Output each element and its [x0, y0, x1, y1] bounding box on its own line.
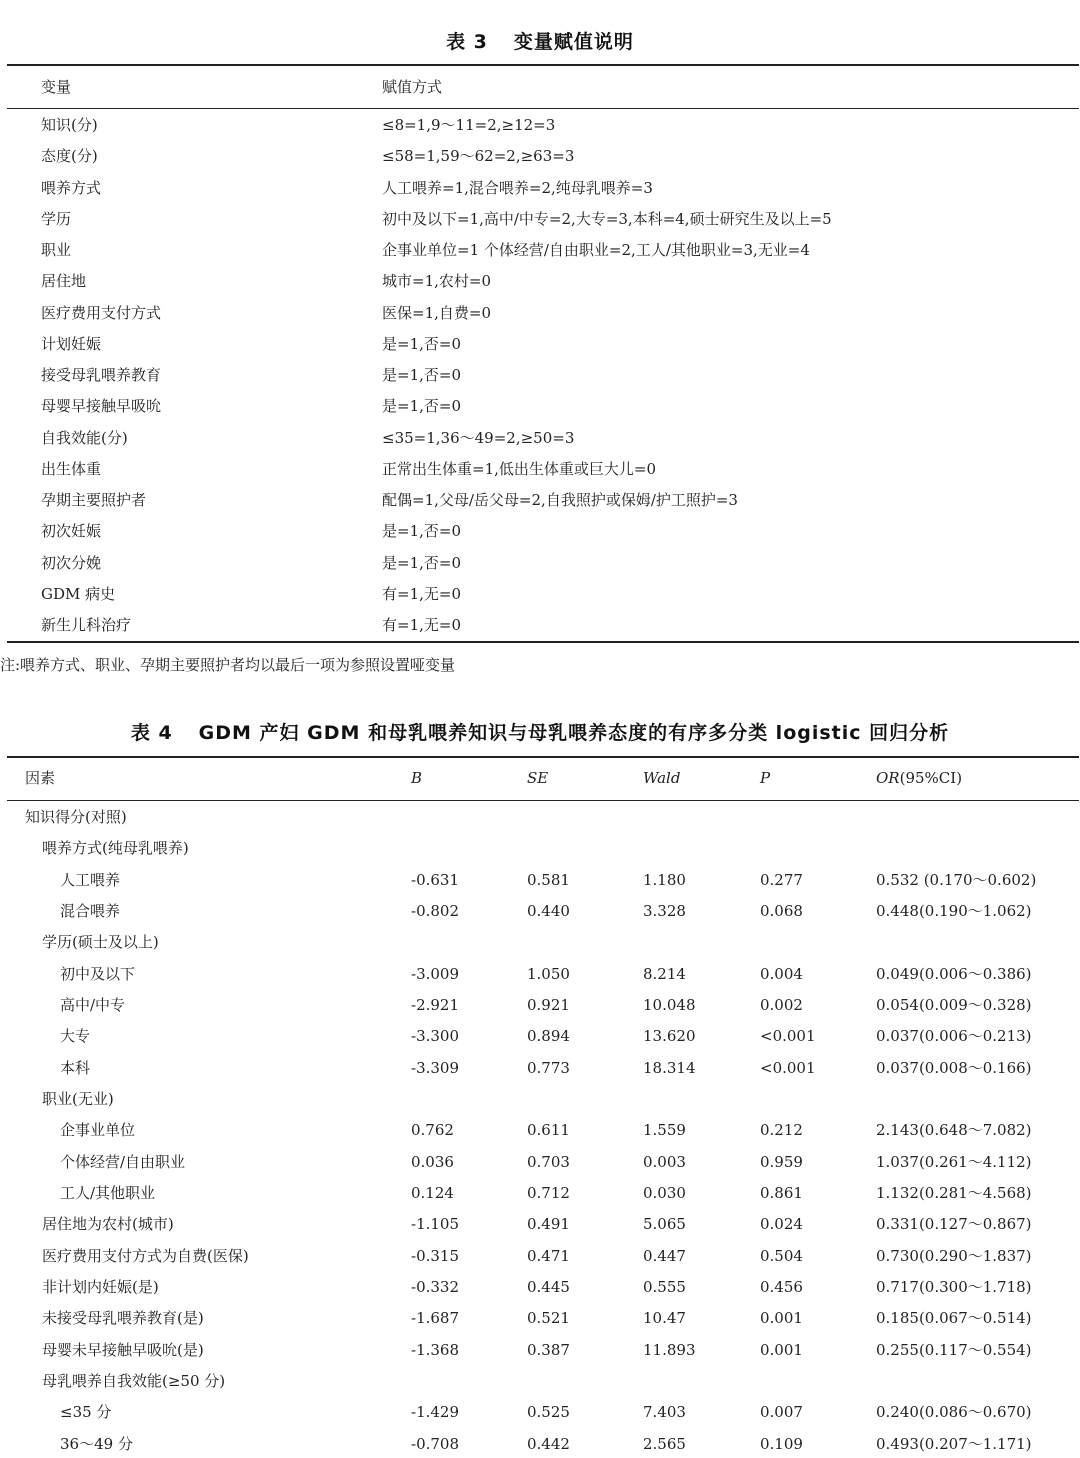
table4-cell-wald: 10.47 — [643, 1309, 686, 1328]
table4-cell-se: 0.491 — [527, 1215, 570, 1234]
table3-cell-variable: 母婴早接触早吸吮 — [41, 397, 162, 416]
table4-cell-factor: 非计划内妊娠(是) — [42, 1277, 159, 1296]
table3-cell-assignment: 初中及以下=1,高中/中专=2,大专=3,本科=4,硕士研究生及以上=5 — [382, 209, 832, 228]
table4-row — [0, 1179, 1080, 1207]
table4-cell-wald: 2.565 — [643, 1434, 686, 1453]
table4-row — [0, 991, 1080, 1019]
table3-row — [0, 205, 1080, 233]
table3-cell-variable: 初次妊娠 — [41, 522, 102, 541]
table4-header-se: SE — [527, 769, 549, 787]
table3-cell-assignment: ≤58=1,59～62=2,≥63=3 — [382, 147, 575, 166]
table4-cell-p: 0.007 — [760, 1403, 803, 1422]
table4-row — [0, 1304, 1080, 1332]
table4-cell-b: -1.687 — [411, 1309, 460, 1328]
table4-row — [0, 1367, 1080, 1395]
table4-cell-factor: 医疗费用支付方式为自费(医保) — [42, 1246, 249, 1265]
table4-cell-se: 0.445 — [527, 1277, 570, 1296]
table4-cell-factor: 母乳喂养自我效能(≥50 分) — [42, 1371, 226, 1390]
table4-cell-wald: 13.620 — [643, 1027, 696, 1046]
table4-cell-wald: 1.559 — [643, 1121, 686, 1140]
table4-row — [0, 960, 1080, 988]
table4-cell-wald: 11.893 — [643, 1340, 696, 1359]
table4-cell-factor: 混合喂养 — [60, 901, 121, 920]
table4-row — [0, 1336, 1080, 1364]
table4-cell-factor: 喂养方式(纯母乳喂养) — [42, 839, 189, 858]
table4-cell-factor: 工人/其他职业 — [60, 1183, 156, 1202]
table4-row — [0, 866, 1080, 894]
table4-header-b: B — [411, 769, 423, 787]
table4-cell-factor: 母婴未早接触早吸吮(是) — [42, 1340, 204, 1359]
table3-cell-variable: 初次分娩 — [41, 553, 102, 572]
table4-row — [0, 803, 1080, 831]
table3-row — [0, 361, 1080, 389]
table4-cell-b: -0.631 — [411, 870, 460, 889]
table4-row — [0, 1022, 1080, 1050]
table4-row — [0, 1398, 1080, 1426]
table4-cell-or: 0.054(0.009～0.328) — [876, 995, 1032, 1014]
table4-cell-wald: 18.314 — [643, 1058, 696, 1077]
table4-cell-se: 0.387 — [527, 1340, 570, 1359]
table4-cell-wald: 7.403 — [643, 1403, 686, 1422]
table4-cell-p: 0.068 — [760, 901, 803, 920]
table3-row — [0, 142, 1080, 170]
table3-cell-variable: 知识(分) — [41, 116, 98, 134]
table3-cell-variable: 自我效能(分) — [41, 428, 128, 447]
table4-row — [0, 928, 1080, 956]
table4-cell-factor: 高中/中专 — [60, 995, 126, 1014]
table3-header-rule — [7, 108, 1079, 109]
table3-cell-variable: 态度(分) — [41, 147, 98, 166]
table4-row — [0, 1273, 1080, 1301]
table4-cell-factor: ≤35 分 — [60, 1403, 112, 1422]
table4-cell-b: -1.105 — [411, 1215, 460, 1234]
table3-cell-variable: 居住地 — [41, 272, 87, 291]
table4-cell-p: 0.001 — [760, 1340, 803, 1359]
table3-cell-assignment: 企事业单位=1 个体经营/自由职业=2,工人/其他职业=3,无业=4 — [382, 241, 810, 259]
table4-cell-or: 1.037(0.261～4.112) — [876, 1152, 1032, 1171]
table4-cell-wald: 3.328 — [643, 901, 686, 920]
table4-row — [0, 1054, 1080, 1082]
table4-cell-b: -0.332 — [411, 1277, 460, 1296]
table3-cell-assignment: 有=1,无=0 — [382, 616, 461, 634]
table3-row — [0, 549, 1080, 577]
table3-bottom-rule — [7, 641, 1079, 643]
table4-cell-se: 0.442 — [527, 1434, 570, 1453]
table4-row — [0, 1430, 1080, 1458]
table3-cell-assignment: 是=1,否=0 — [382, 334, 461, 353]
table4-top-rule — [7, 756, 1079, 758]
table3-row — [0, 517, 1080, 545]
table4-header-factor: 因素 — [25, 769, 56, 787]
table3-cell-assignment: ≤35=1,36～49=2,≥50=3 — [382, 428, 575, 447]
table4-cell-factor: 知识得分(对照) — [25, 808, 127, 826]
table4-cell-p: 0.001 — [760, 1309, 803, 1328]
table4-row — [0, 834, 1080, 862]
table4-cell-p: 0.456 — [760, 1277, 803, 1296]
table4-cell-or: 0.037(0.006～0.213) — [876, 1027, 1032, 1046]
table4-cell-wald: 0.447 — [643, 1246, 686, 1265]
table4-cell-se: 0.525 — [527, 1403, 570, 1422]
table4-cell-factor: 人工喂养 — [60, 870, 121, 889]
table4-cell-wald: 8.214 — [643, 964, 686, 983]
table3-cell-assignment: ≤8=1,9～11=2,≥12=3 — [382, 116, 556, 134]
table4-cell-se: 0.611 — [527, 1121, 570, 1140]
table4-header-p: P — [760, 769, 771, 787]
table4-cell-p: <0.001 — [760, 1027, 816, 1046]
table4-header-or: OR(95%CI) — [876, 769, 963, 787]
table4-cell-wald: 0.030 — [643, 1183, 686, 1202]
table4-cell-se: 0.440 — [527, 901, 570, 920]
table3-row — [0, 611, 1080, 639]
table4-cell-b: 0.036 — [411, 1152, 454, 1171]
table3-cell-assignment: 是=1,否=0 — [382, 397, 461, 416]
table4-cell-wald: 0.003 — [643, 1152, 686, 1171]
table4-cell-factor: 未接受母乳喂养教育(是) — [42, 1309, 204, 1328]
table4-cell-b: -3.300 — [411, 1027, 460, 1046]
table4-cell-wald: 5.065 — [643, 1215, 686, 1234]
table4-cell-b: -0.802 — [411, 901, 460, 920]
table4-caption-title: GDM 产妇 GDM 和母乳喂养知识与母乳喂养态度的有序多分类 logistic 回归分析 — [198, 722, 950, 744]
table4-cell-or: 0.049(0.006～0.386) — [876, 964, 1032, 983]
table4-cell-or: 0.185(0.067～0.514) — [876, 1309, 1032, 1328]
table4-cell-b: -3.009 — [411, 964, 460, 983]
table4-row — [0, 1148, 1080, 1176]
table4-caption — [0, 718, 1080, 745]
table4-cell-b: 0.762 — [411, 1121, 454, 1140]
table4-cell-p: 0.109 — [760, 1434, 803, 1453]
table4-cell-se: 0.581 — [527, 870, 570, 889]
table3-row — [0, 111, 1080, 139]
table4-cell-p: 0.277 — [760, 870, 803, 889]
table4-cell-or: 0.331(0.127～0.867) — [876, 1215, 1032, 1234]
table4-cell-b: -3.309 — [411, 1058, 460, 1077]
table4-cell-or: 0.730(0.290～1.837) — [876, 1246, 1032, 1265]
table4-cell-se: 0.521 — [527, 1309, 570, 1328]
table4-cell-factor: 个体经营/自由职业 — [60, 1152, 186, 1171]
table4-cell-p: 0.959 — [760, 1152, 803, 1171]
table4-cell-se: 0.471 — [527, 1246, 570, 1265]
table3-cell-assignment: 城市=1,农村=0 — [382, 272, 491, 291]
table3-cell-variable: 喂养方式 — [41, 178, 102, 197]
table3-row — [0, 392, 1080, 420]
table3-row — [0, 424, 1080, 452]
table4-cell-se: 0.703 — [527, 1152, 570, 1171]
table3-cell-assignment: 是=1,否=0 — [382, 522, 461, 541]
table3-cell-variable: GDM 病史 — [41, 584, 116, 603]
table3-cell-variable: 孕期主要照护者 — [41, 491, 147, 509]
table3-caption-number: 表 3 — [446, 31, 488, 53]
table3-row — [0, 486, 1080, 514]
table3-cell-assignment: 是=1,否=0 — [382, 553, 461, 572]
table3-cell-variable: 计划妊娠 — [41, 334, 102, 353]
table3-cell-assignment: 正常出生体重=1,低出生体重或巨大儿=0 — [382, 459, 656, 478]
table3-top-rule — [7, 64, 1079, 66]
table4-cell-p: <0.001 — [760, 1058, 816, 1077]
table3-cell-variable: 出生体重 — [41, 459, 102, 478]
table4-cell-factor: 本科 — [60, 1058, 91, 1077]
table4-cell-b: -0.708 — [411, 1434, 460, 1453]
table4-cell-or: 0.255(0.117～0.554) — [876, 1340, 1032, 1359]
table4-header-rule — [7, 800, 1079, 801]
table4-cell-se: 0.773 — [527, 1058, 570, 1077]
table4-cell-factor: 居住地为农村(城市) — [42, 1215, 174, 1234]
table3-cell-assignment: 配偶=1,父母/岳父母=2,自我照护或保姆/护工照护=3 — [382, 491, 738, 509]
table4-row — [0, 1085, 1080, 1113]
table4-caption-number: 表 4 — [130, 722, 173, 744]
table3-note: 注:喂养方式、职业、孕期主要照护者均以最后一项为参照设置哑变量 — [0, 656, 456, 674]
table4-cell-factor: 36～49 分 — [60, 1434, 133, 1453]
table4-cell-b: 0.124 — [411, 1183, 454, 1202]
table3-cell-variable: 新生儿科治疗 — [41, 616, 132, 634]
table3-caption — [0, 27, 1080, 54]
table3-row — [0, 267, 1080, 295]
table4-cell-factor: 企事业单位 — [60, 1121, 136, 1140]
table3-cell-variable: 职业 — [41, 241, 72, 259]
table3-row — [0, 174, 1080, 202]
table4-cell-b: -1.368 — [411, 1340, 460, 1359]
table3-cell-assignment: 医保=1,自费=0 — [382, 303, 491, 322]
table4-cell-se: 0.712 — [527, 1183, 570, 1202]
table3-header-assignment: 赋值方式 — [382, 78, 443, 96]
table4-cell-or: 1.132(0.281～4.568) — [876, 1183, 1032, 1202]
table4-cell-p: 0.861 — [760, 1183, 803, 1202]
table4-cell-se: 1.050 — [527, 964, 570, 983]
table4-cell-wald: 10.048 — [643, 995, 696, 1014]
table3-cell-variable: 学历 — [41, 209, 72, 228]
table4-cell-p: 0.004 — [760, 964, 803, 983]
table3-row — [0, 580, 1080, 608]
table3-row — [0, 236, 1080, 264]
table4-cell-b: -2.921 — [411, 995, 460, 1014]
table3-cell-variable: 医疗费用支付方式 — [41, 303, 162, 322]
table4-cell-or: 0.717(0.300～1.718) — [876, 1277, 1032, 1296]
table4-cell-b: -1.429 — [411, 1403, 460, 1422]
table4-cell-or: 0.532 (0.170～0.602) — [876, 870, 1037, 889]
table3-caption-title: 变量赋值说明 — [513, 31, 634, 53]
table3-row — [0, 299, 1080, 327]
table4-row — [0, 1116, 1080, 1144]
table4-cell-se: 0.921 — [527, 995, 570, 1014]
table4-row — [0, 1242, 1080, 1270]
table4-cell-factor: 大专 — [60, 1027, 91, 1046]
table4-cell-p: 0.024 — [760, 1215, 803, 1234]
table4-cell-se: 0.894 — [527, 1027, 570, 1046]
table3-cell-assignment: 人工喂养=1,混合喂养=2,纯母乳喂养=3 — [382, 178, 653, 197]
table4-cell-factor: 职业(无业) — [42, 1089, 114, 1108]
table4-row — [0, 897, 1080, 925]
table4-cell-wald: 1.180 — [643, 870, 686, 889]
table4-cell-wald: 0.555 — [643, 1277, 686, 1296]
table3-row — [0, 330, 1080, 358]
table4-cell-or: 0.240(0.086～0.670) — [876, 1403, 1032, 1422]
table4-cell-p: 0.212 — [760, 1121, 803, 1140]
table4-cell-b: -0.315 — [411, 1246, 460, 1265]
table4-cell-or: 2.143(0.648～7.082) — [876, 1121, 1032, 1140]
table4-cell-p: 0.002 — [760, 995, 803, 1014]
table4-row — [0, 1210, 1080, 1238]
table3-cell-assignment: 有=1,无=0 — [382, 584, 461, 603]
table3-cell-variable: 接受母乳喂养教育 — [41, 366, 162, 384]
table3-cell-assignment: 是=1,否=0 — [382, 366, 461, 384]
table4-cell-factor: 学历(硕士及以上) — [42, 933, 159, 952]
table3-row — [0, 455, 1080, 483]
table4-cell-p: 0.504 — [760, 1246, 803, 1265]
table4-cell-or: 0.037(0.008～0.166) — [876, 1058, 1032, 1077]
table3-header-variable: 变量 — [41, 78, 72, 96]
table4-header-wald: Wald — [643, 769, 681, 787]
table4-cell-or: 0.448(0.190～1.062) — [876, 901, 1032, 920]
table4-cell-factor: 初中及以下 — [60, 964, 136, 983]
table4-cell-or: 0.493(0.207～1.171) — [876, 1434, 1032, 1453]
